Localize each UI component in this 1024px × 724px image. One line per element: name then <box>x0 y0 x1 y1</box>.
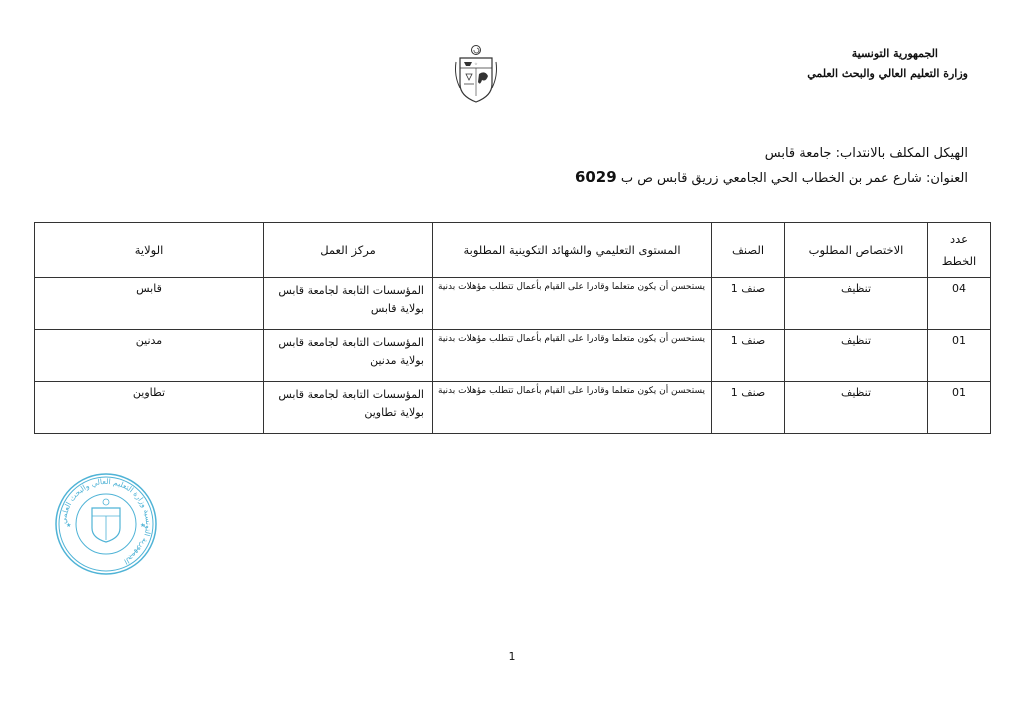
tunisia-coat-of-arms-icon <box>452 44 500 104</box>
cell-specialty: تنظيف <box>785 382 928 434</box>
cell-specialty: تنظيف <box>785 278 928 330</box>
cell-count: 01 <box>928 330 991 382</box>
address-pobox: 6029 <box>574 168 617 186</box>
positions-table <box>34 222 991 434</box>
header-governorate: الولاية <box>35 223 264 278</box>
cell-governorate: قابس <box>35 278 264 330</box>
cell-level: يستحسن أن يكون متعلما وقادرا على القيام بأعمال تتطلب مؤهلات بدنية <box>433 278 712 330</box>
cell-category: صنف 1 <box>712 278 785 330</box>
cell-specialty: تنظيف <box>785 330 928 382</box>
cell-level: يستحسن أن يكون متعلما وقادرا على القيام بأعمال تتطلب مؤهلات بدنية <box>433 330 712 382</box>
svg-text:☆: ☆ <box>474 62 478 66</box>
svg-text:★: ★ <box>140 522 146 529</box>
table-row <box>35 382 991 434</box>
svg-text:★: ★ <box>66 522 72 529</box>
table-row <box>35 330 991 382</box>
cell-workplace: المؤسسات التابعة لجامعة قابس بولاية مدنين <box>264 330 433 382</box>
cell-count: 01 <box>928 382 991 434</box>
cell-workplace: المؤسسات التابعة لجامعة قابس بولاية تطاوين <box>264 382 433 434</box>
cell-governorate: تطاوين <box>35 382 264 434</box>
address-label: العنوان: <box>925 171 968 186</box>
address-line <box>575 168 968 186</box>
official-stamp-icon <box>54 472 158 576</box>
cell-category: صنف 1 <box>712 330 785 382</box>
cell-workplace: المؤسسات التابعة لجامعة قابس بولاية قابس <box>264 278 433 330</box>
header-count: عدد الخطط <box>928 223 991 278</box>
header-category: الصنف <box>712 223 785 278</box>
svg-text:الجمهورية التونسية وزارة التعل: الجمهورية التونسية وزارة التعليم العالي والبحث العلمي <box>58 476 154 567</box>
header-level: المستوى التعليمي والشهائد التكوينية المطلوبة <box>433 223 712 278</box>
cell-count: 04 <box>928 278 991 330</box>
table-row <box>35 278 991 330</box>
cell-governorate: مدنين <box>35 330 264 382</box>
ministry-title: وزارة التعليم العالي والبحث العلمي <box>807 67 968 80</box>
republic-title: الجمهورية التونسية <box>851 47 938 60</box>
page-number: 1 <box>508 650 516 663</box>
ministry-header <box>807 44 968 84</box>
recruiter-label: الهيكل المكلف بالانتداب: <box>835 146 968 161</box>
recruiter-value: جامعة قابس <box>764 146 832 161</box>
table-header-row <box>35 223 991 278</box>
cell-level: يستحسن أن يكون متعلما وقادرا على القيام بأعمال تتطلب مؤهلات بدنية <box>433 382 712 434</box>
cell-category: صنف 1 <box>712 382 785 434</box>
recruiter-line <box>765 146 968 161</box>
header-workplace: مركز العمل <box>264 223 433 278</box>
address-value: شارع عمر بن الخطاب الحي الجامعي زريق قابس ص ب <box>620 171 922 186</box>
header-specialty: الاختصاص المطلوب <box>785 223 928 278</box>
